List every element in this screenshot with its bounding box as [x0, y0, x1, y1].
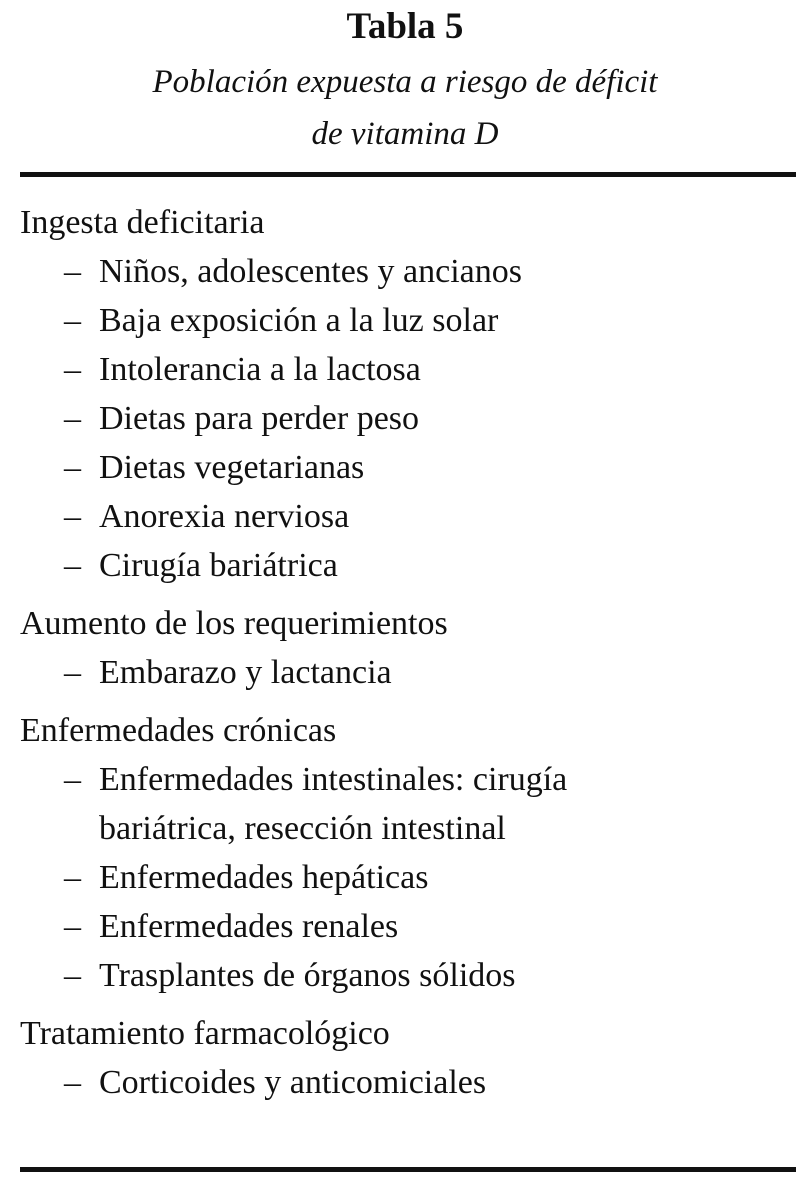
list-item-line: Anorexia nerviosa — [99, 498, 350, 535]
list-item — [20, 755, 796, 853]
list-item — [20, 951, 796, 1000]
top-rule — [20, 172, 796, 177]
table-subtitle-line-2: de vitamina D — [311, 116, 499, 152]
list-item-text — [99, 755, 796, 853]
list-item-text — [99, 853, 796, 902]
section-heading: Aumento de los requerimientos — [20, 605, 448, 642]
list-item-line: Baja exposición a la luz solar — [99, 302, 499, 339]
table-title: Tabla 5 — [346, 6, 464, 47]
table-section — [20, 1009, 796, 1107]
list-item-text — [99, 902, 796, 951]
list-item-text — [99, 296, 796, 345]
dash-bullet: – — [64, 449, 81, 486]
list-item — [20, 853, 796, 902]
list-item — [20, 902, 796, 951]
list-item-text — [99, 951, 796, 1000]
table-section — [20, 599, 796, 697]
list-item-text — [99, 541, 796, 590]
dash-bullet: – — [64, 761, 81, 798]
dash-bullet: – — [64, 908, 81, 945]
table-section — [20, 706, 796, 1000]
dash-bullet: – — [64, 859, 81, 896]
list-item-text — [99, 492, 796, 541]
list-item — [20, 345, 796, 394]
table-subtitle — [0, 56, 810, 160]
list-item-line: Dietas vegetarianas — [99, 449, 365, 486]
list-item-line: Cirugía bariátrica — [99, 547, 338, 584]
list-item — [20, 443, 796, 492]
section-heading: Tratamiento farmacológico — [20, 1015, 390, 1052]
list-item — [20, 247, 796, 296]
list-item-text — [99, 247, 796, 296]
dash-bullet: – — [64, 957, 81, 994]
list-item-text — [99, 1058, 796, 1107]
table-section — [20, 198, 796, 590]
dash-bullet: – — [64, 547, 81, 584]
list-item-text — [99, 394, 796, 443]
dash-bullet: – — [64, 654, 81, 691]
section-heading: Enfermedades crónicas — [20, 712, 337, 749]
dash-bullet: – — [64, 400, 81, 437]
list-item-line: Niños, adolescentes y ancianos — [99, 253, 522, 290]
list-item-line: Enfermedades renales — [99, 908, 399, 945]
dash-bullet: – — [64, 498, 81, 535]
list-item-line: Intolerancia a la lactosa — [99, 351, 421, 388]
list-item-line: Enfermedades hepáticas — [99, 859, 429, 896]
list-item-line: Trasplantes de órganos sólidos — [99, 957, 516, 994]
list-item-text — [99, 443, 796, 492]
section-heading: Ingesta deficitaria — [20, 204, 265, 241]
table-body — [20, 198, 796, 1116]
list-item — [20, 648, 796, 697]
list-item-line: Dietas para perder peso — [99, 400, 420, 437]
dash-bullet: – — [64, 253, 81, 290]
list-item — [20, 1058, 796, 1107]
list-item — [20, 492, 796, 541]
dash-bullet: – — [64, 302, 81, 339]
list-item-line: Enfermedades intestinales: cirugía — [99, 761, 568, 798]
list-item-line: Embarazo y lactancia — [99, 654, 392, 691]
list-item-line: bariátrica, resección intestinal — [99, 810, 506, 847]
dash-bullet: – — [64, 351, 81, 388]
bottom-rule — [20, 1167, 796, 1172]
list-item — [20, 296, 796, 345]
dash-bullet: – — [64, 1064, 81, 1101]
list-item-text — [99, 345, 796, 394]
list-item-line: Corticoides y anticomiciales — [99, 1064, 487, 1101]
list-item-text — [99, 648, 796, 697]
table-subtitle-line-1: Población expuesta a riesgo de déficit — [152, 64, 658, 100]
list-item — [20, 541, 796, 590]
list-item — [20, 394, 796, 443]
